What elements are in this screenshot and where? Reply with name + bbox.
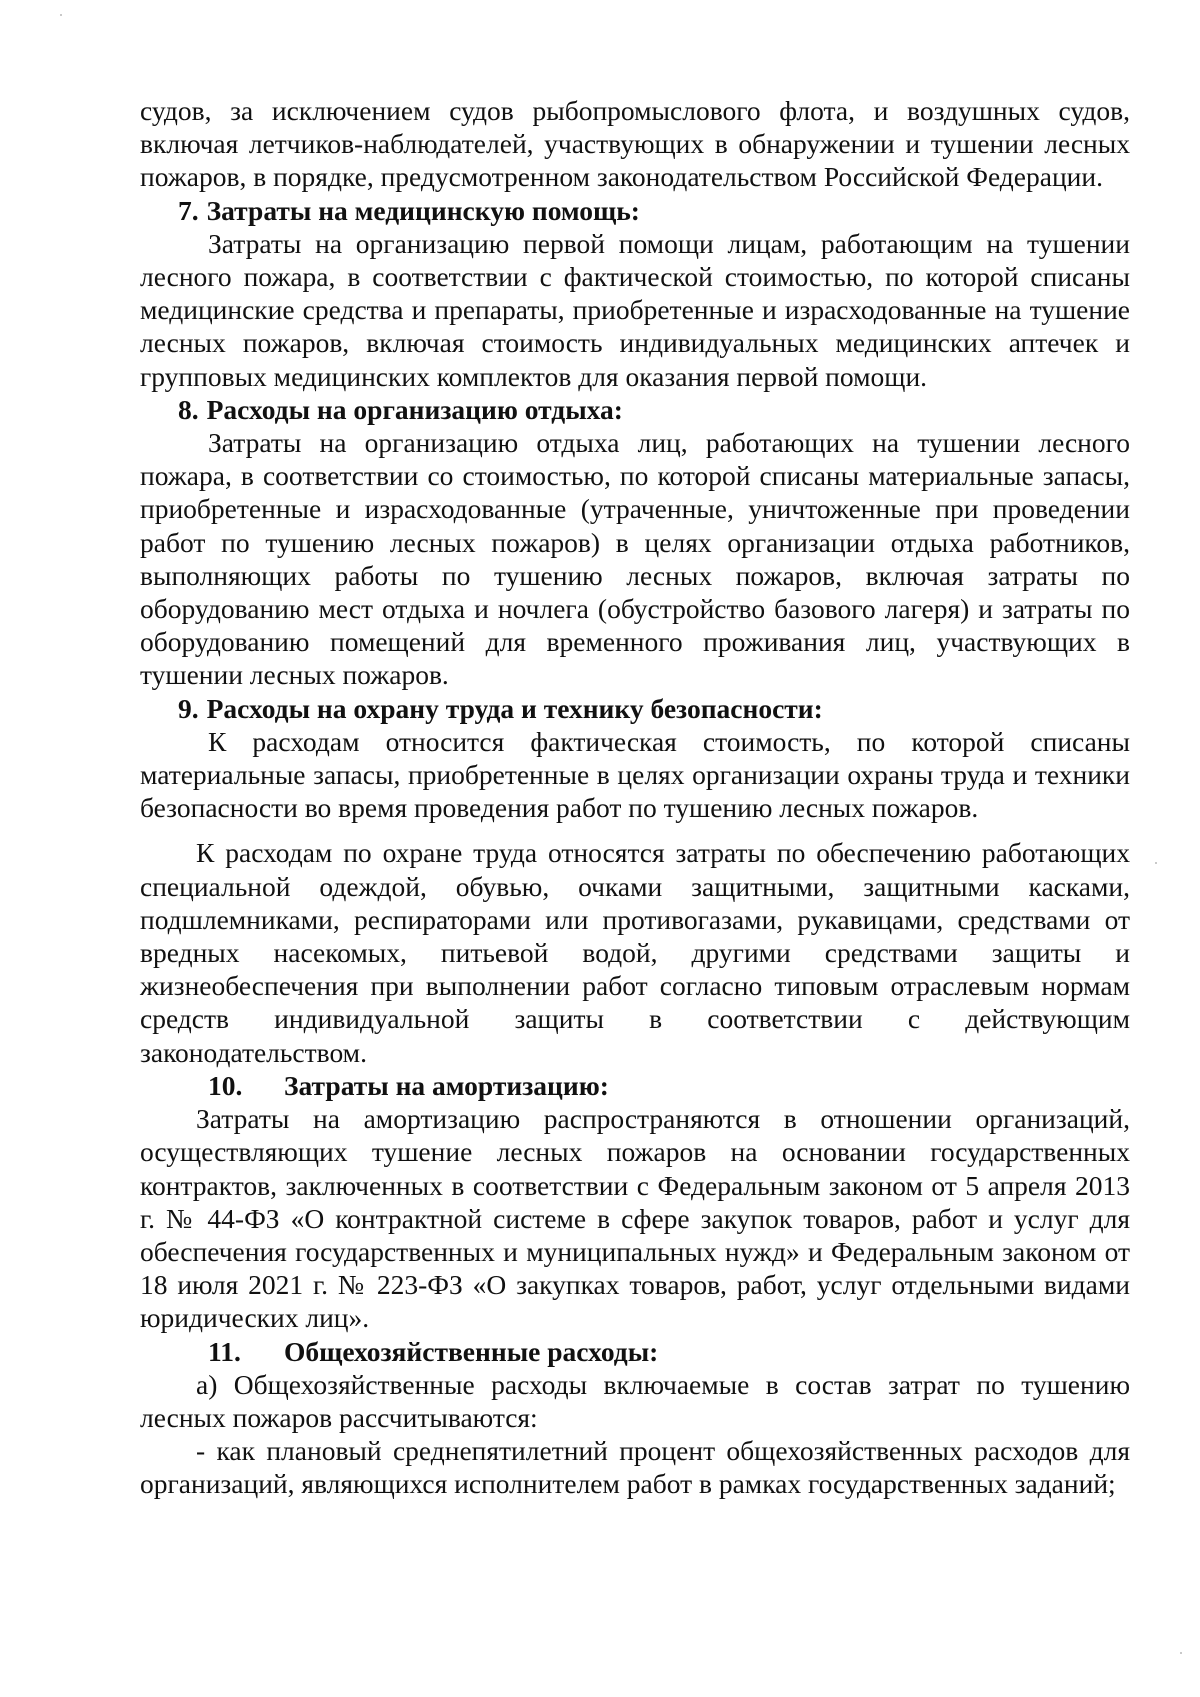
section-7-body: Затраты на организацию первой помощи лицам, работающим на тушении лесного пожара, в соответствии с фактической стоимостью, по которой списаны медицинские средства и препараты, приобретенные и израсходованные на тушение лесных пожаров, включая стоимость индивидуальных медицинских аптечек и групповых медицинских комплектов для оказания первой помощи. [140,227,1130,392]
section-7-title: Затраты на медицинскую помощь: [206,194,640,226]
document-body [140,94,1130,1501]
section-9-heading [140,692,1130,725]
section-8-number: 8. [178,393,199,425]
section-11-body-a: а) Общехозяйственные расходы включаемые в состав затрат по тушению лесных пожаров рассчитываются: [140,1368,1130,1433]
scan-speck [60,14,62,16]
scan-speck [1155,862,1157,864]
section-10-body: Затраты на амортизацию распространяются в отношении организаций, осуществляющих тушение лесных пожаров на основании государственных контрактов, заключенных в соответствии с Федеральным законом от 5 апреля 2013 г. № 44-ФЗ «О контрактной системе в сфере закупок товаров, работ и услуг для обеспечения государственных и муниципальных нужд» и Федеральным законом от 18 июля 2021 г. № 223-ФЗ «О закупках товаров, работ, услуг отдельными видами юридических лиц». [140,1103,1130,1334]
section-8-body: Затраты на организацию отдыха лиц, работающих на тушении лесного пожара, в соответствии со стоимостью, по которой списаны материальные запасы, приобретенные и израсходованные (утраченные, уничтоженные при проведении работ по тушению лесных пожаров) в целях организации отдыха работников, выполняющих работы по тушению лесных пожаров, включая затраты по оборудованию мест отдыха и ночлега (обустройство базового лагеря) и затраты по оборудованию помещений для временного проживания лиц, участвующих в тушении лесных пожаров. [140,427,1130,691]
section-11-body-b: - как плановый среднепятилетний процент общехозяйственных расходов для организаций, являющихся исполнителем работ в рамках государственных заданий; [140,1435,1130,1500]
section-9-title: Расходы на охрану труда и технику безопасности: [206,692,823,724]
section-8-heading [140,393,1130,426]
section-10-heading [140,1069,1130,1102]
section-10-title: Затраты на амортизацию: [284,1069,609,1101]
paragraph-intro: судов, за исключением судов рыбопромыслового флота, и воздушных судов, включая летчиков-наблюдателей, участвующих в обнаружении и тушении лесных пожаров, в порядке, предусмотренном законодательством Российской Федерации. [140,95,1130,193]
section-9-body-1: К расходам относится фактическая стоимость, по которой списаны материальные запасы, приобретенные в целях организации охраны труда и техники безопасности во время проведения работ по тушению лесных пожаров. [140,725,1130,824]
section-11-title: Общехозяйственные расходы: [284,1335,659,1367]
section-7-heading [140,194,1130,227]
section-10-number: 10. [208,1069,243,1101]
scan-speck [1180,1652,1182,1654]
section-11-number: 11. [208,1335,241,1367]
section-9-number: 9. [178,692,199,724]
section-9-body-2: К расходам по охране труда относятся затраты по обеспечению работающих специальной одеждой, обувью, очками защитными, защитными касками, подшлемниками, респираторами или противогазами, рукавицами, средствами от вредных насекомых, питьевой водой, другими средствами защиты и жизнеобеспечения при выполнении работ согласно типовым отраслевым нормам средств индивидуальной защиты в соответствии с действующим законодательством. [140,837,1130,1068]
section-8-title: Расходы на организацию отдыха: [206,393,623,425]
section-7-number: 7. [178,194,199,226]
section-11-heading [140,1335,1130,1368]
